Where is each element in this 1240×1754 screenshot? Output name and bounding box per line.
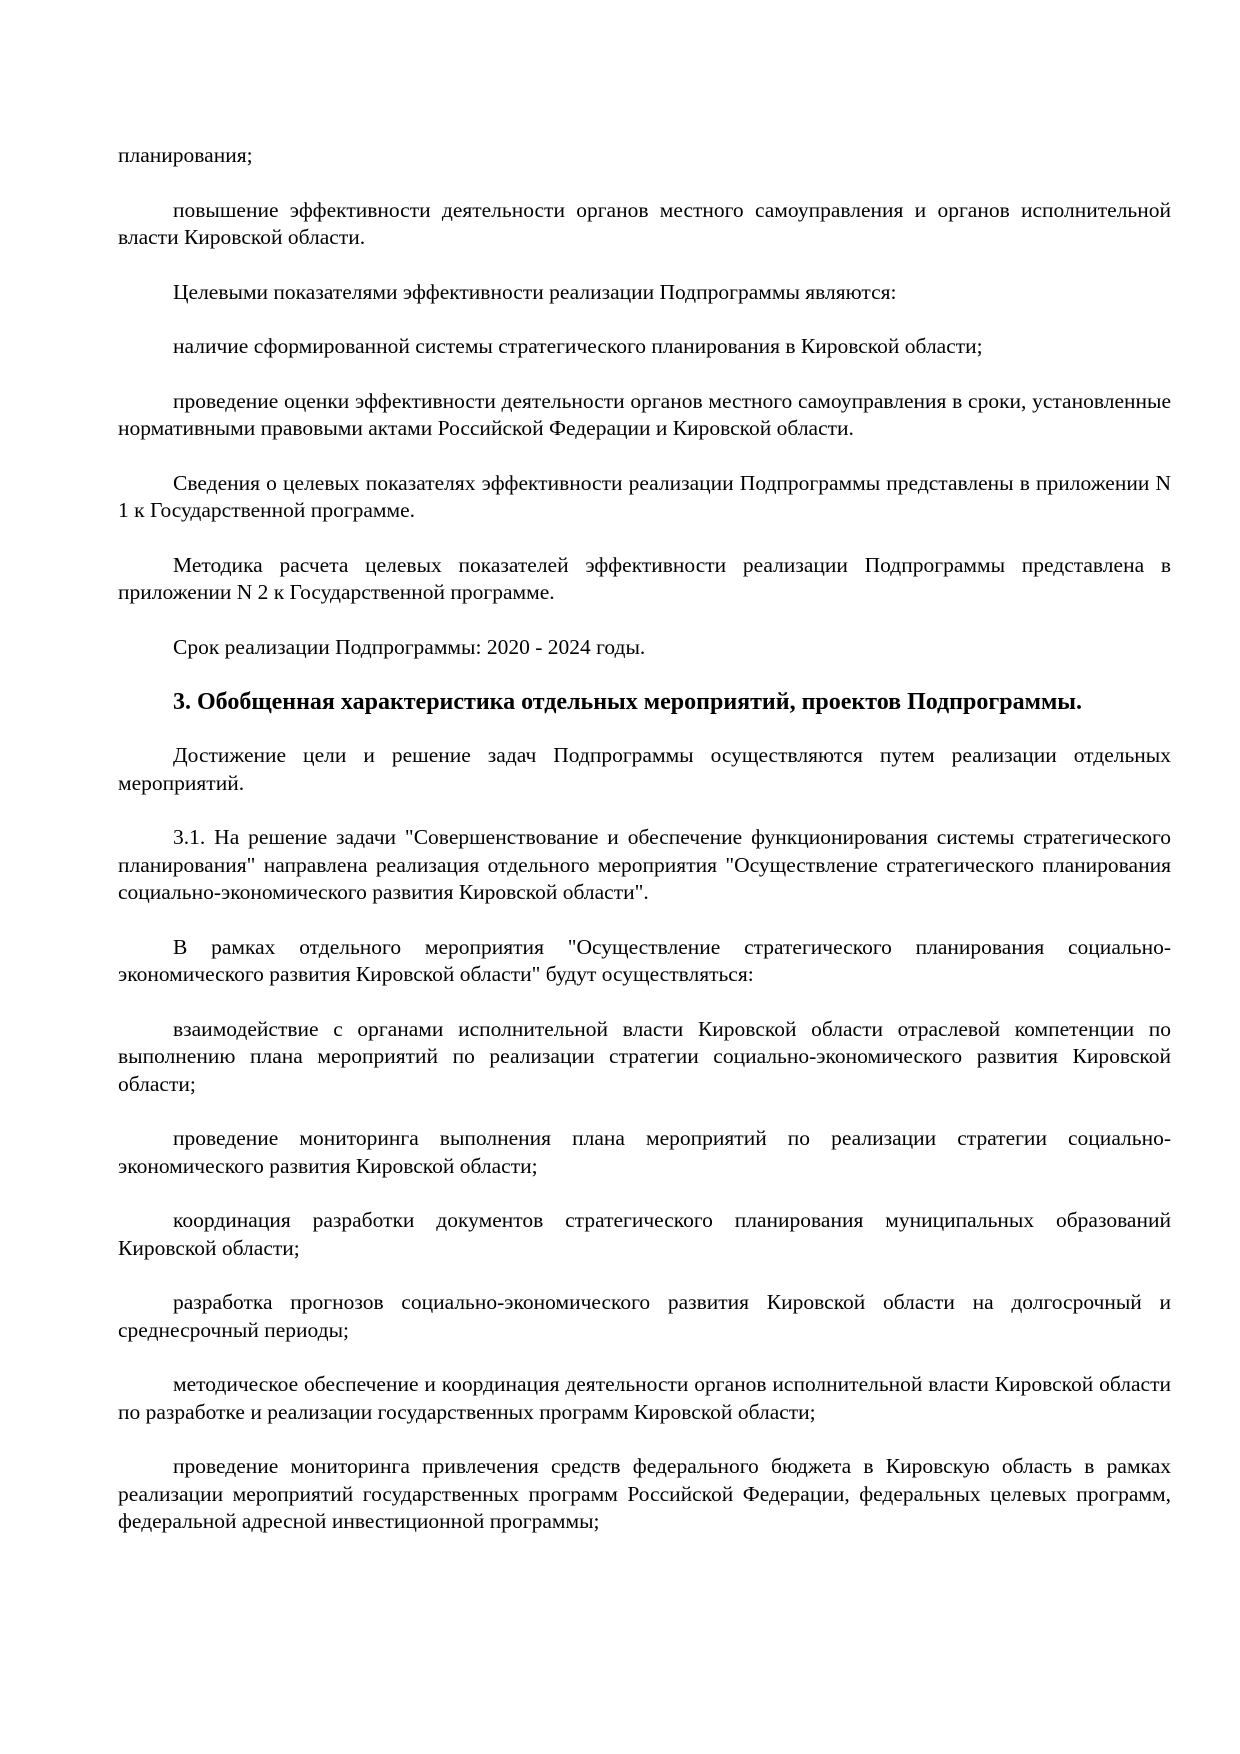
list-item: взаимодействие с органами исполнительной власти Кировской области отраслевой компетенции по выполнению плана мероприятий по реализации стратегии социально-экономического развития Кировской области; bbox=[118, 1016, 1171, 1096]
list-item: координация разработки документов стратегического планирования муниципальных образований Кировской области; bbox=[118, 1208, 1171, 1260]
paragraph: В рамках отдельного мероприятия "Осуществление стратегического планирования социально-экономического развития Кировской области" будут осуществляться: bbox=[118, 934, 1171, 986]
paragraph: Методика расчета целевых показателей эффективности реализации Подпрограммы представлена в приложении N 2 к Государственной программе. bbox=[118, 552, 1171, 604]
paragraph: Сведения о целевых показателях эффективности реализации Подпрограммы представлены в приложении N 1 к Государственной программе. bbox=[118, 470, 1171, 522]
document-page bbox=[118, 142, 1171, 1563]
list-item: проведение мониторинга выполнения плана мероприятий по реализации стратегии социально-экономического развития Кировской области; bbox=[118, 1126, 1171, 1178]
paragraph: проведение оценки эффективности деятельности органов местного самоуправления в сроки, установленные нормативными правовыми актами Российской Федерации и Кировской области. bbox=[118, 388, 1171, 440]
paragraph-continuation: планирования; bbox=[118, 143, 253, 167]
paragraph: наличие сформированной системы стратегического планирования в Кировской области; bbox=[173, 334, 983, 358]
paragraph: Целевыми показателями эффективности реализации Подпрограммы являются: bbox=[173, 279, 897, 304]
paragraph: Срок реализации Подпрограммы: 2020 - 2024 годы. bbox=[173, 634, 646, 659]
paragraph: 3.1. На решение задачи "Совершенствование и обеспечение функционирования системы стратегического планирования" направлена реализация отдельного мероприятия "Осуществление стратегического планирования социально-экономического развития Кировской области". bbox=[118, 825, 1171, 904]
section-heading: 3. Обобщенная характеристика отдельных мероприятий, проектов Подпрограммы. bbox=[173, 689, 1083, 715]
paragraph: Достижение цели и решение задач Подпрограммы осуществляются путем реализации отдельных мероприятий. bbox=[118, 743, 1171, 795]
paragraph: повышение эффективности деятельности органов местного самоуправления и органов исполнительной власти Кировской области. bbox=[118, 197, 1171, 249]
list-item: методическое обеспечение и координация деятельности органов исполнительной власти Кировской области по разработке и реализации государственных программ Кировской области; bbox=[118, 1372, 1171, 1424]
list-item: разработка прогнозов социально-экономического развития Кировской области на долгосрочный и среднесрочный периоды; bbox=[118, 1290, 1171, 1342]
list-item: проведение мониторинга привлечения средств федерального бюджета в Кировскую область в рамках реализации мероприятий государственных программ Российской Федерации, федеральных целевых программ, федеральной адресной инвестиционной программы; bbox=[118, 1454, 1171, 1533]
